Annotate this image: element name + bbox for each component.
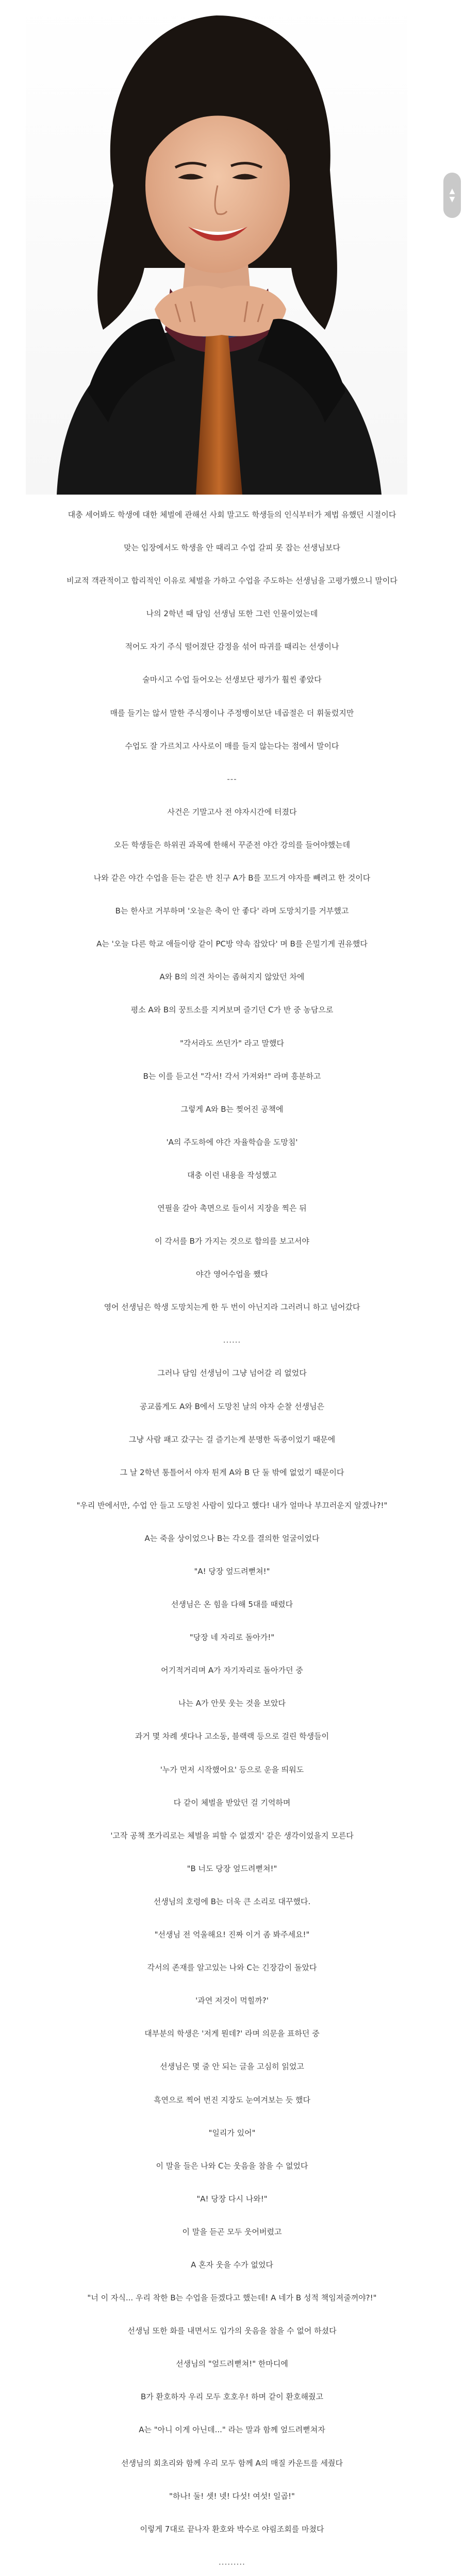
chevron-up-icon[interactable]: ▲ [449, 187, 455, 195]
story-line: B가 환호하자 우리 모두 호호우! 하며 같이 환호해줬고 [141, 2392, 323, 2402]
story-line: 영어 선생님은 학생 도망치는게 한 두 번이 아닌지라 그러려니 하고 넘어갔다 [104, 1302, 360, 1312]
story-line: A는 '오늘 다른 학교 애들이랑 같이 PC방 약속 잡았다' 며 B를 은밀기게 권유했다 [96, 939, 368, 949]
story-line: ...... [223, 1335, 241, 1345]
story-line: A와 B의 의견 차이는 좁혀지지 않았던 차에 [159, 972, 305, 982]
story-line: 매를 들기는 않서 말한 주식쟁이나 주정뱅이보단 네곱절은 더 휘둘렀지만 [110, 708, 354, 718]
story-line: 대부분의 학생은 '저게 뭔데?' 라며 의문을 표하던 중 [144, 2029, 320, 2039]
story-line: "A! 당장 엎드려뻗쳐!" [194, 1567, 270, 1576]
story-line: 공교롭게도 A와 B에서 도망친 날의 야자 순찰 선생님은 [139, 1401, 325, 1411]
portrait-illustration [26, 0, 407, 495]
story-line: 오든 학생들은 하위권 과목에 한해서 꾸준전 야간 강의를 들어야했는데 [113, 840, 351, 850]
story-line: A는 죽을 상이었으나 B는 각오를 결의한 얼굴이었다 [144, 1533, 320, 1543]
story-line: 이 말을 듣곤 모두 웃어버렸고 [182, 2227, 282, 2236]
story-line: --- [227, 774, 237, 784]
story-line: 그냥 사람 패고 갔구는 걸 즐기는게 분명한 독종이었기 때문에 [128, 1434, 336, 1444]
chevron-down-icon[interactable]: ▼ [449, 195, 455, 204]
story-line: 그렇게 A와 B는 찢어진 공책에 [180, 1104, 284, 1114]
story-line: 대충 세어봐도 학생에 대한 체벌에 관해선 사회 말고도 학생들의 인식부터가 제법 유했던 시절이다 [68, 510, 396, 519]
story-line: 그러나 담임 선생님이 그냥 넘어갈 리 없었다 [157, 1368, 307, 1378]
story-line: 나의 2학년 때 담임 선생님 또한 그런 인물이었는데 [146, 609, 318, 619]
story-line: 수업도 잘 가르치고 사사로이 매를 들지 않는다는 점에서 말이다 [125, 741, 339, 751]
story-line: 이렇게 7대로 끝나자 환호와 박수로 야림조회를 마쳤다 [140, 2524, 324, 2534]
story-line: 선생님의 "엎드려뻗쳐!" 한마디에 [176, 2359, 288, 2369]
story-line: 어기적거리며 A가 자기자리로 돌아가던 중 [161, 1666, 303, 1675]
story-line: 선생님은 온 힘을 다해 5대를 때렸다 [171, 1600, 293, 1609]
story-line: 비교적 객관적이고 합리적인 이유로 체벌을 가하고 수업을 주도하는 선생님을 고평가했으니 말이다 [67, 576, 397, 586]
story-line: B는 한사코 거부하며 '오늘은 축이 안 좋다' 라며 도망치기를 거부했고 [115, 906, 349, 916]
story-line: "일리가 있어" [208, 2128, 256, 2138]
story-line: "우리 반에서만, 수업 안 들고 도망친 사람이 있다고 했다! 내가 얼마나 부끄러운지 알겠나?!" [76, 1500, 388, 1510]
story-line: 선생님은 몇 줄 안 되는 글을 고심히 읽었고 [160, 2062, 304, 2072]
story-line: 그 날 2학년 통틀어서 야자 튄게 A와 B 단 둘 밖에 없었기 때문이다 [120, 1467, 344, 1477]
story-line: 선생님의 회초리와 함께 우리 모두 함께 A의 매질 카운트를 세줬다 [121, 2458, 343, 2468]
story-line: "하나! 둘! 셋! 넷! 다섯! 여섯! 일곱!" [169, 2491, 295, 2501]
story-line: "각서라도 쓰던가" 라고 말했다 [180, 1038, 284, 1048]
portrait-photo [26, 0, 407, 495]
story-line: "선생님 전 억울해요! 진짜 이거 좀 봐주세요!" [154, 1930, 310, 1940]
story-line: 이 말을 들은 나와 C는 웃음을 참을 수 없었다 [156, 2161, 308, 2171]
story-line: 술마시고 수업 들어오는 선생보단 평가가 훨씬 좋았다 [142, 675, 322, 685]
story-line: '고작 공책 쪼가리로는 체벌을 피할 수 없겠지' 같은 생각이었을지 모른다 [110, 1831, 354, 1840]
story-line: 과거 몇 차례 셋다나 고소동, 블랙랙 등으로 걸린 학생들이 [135, 1732, 329, 1741]
story-line: A 혼자 웃을 수가 없었다 [191, 2260, 273, 2269]
story-line: 사건은 기말고사 전 야자시간에 터졌다 [167, 807, 297, 817]
story-line: 'A의 주도하에 야간 자율학습을 도망침' [166, 1137, 298, 1147]
story-line: "너 이 자식... 우리 착한 B는 수업을 듣겠다고 했는데! A 네가 B 성적 책임져줄꺼야?!" [87, 2293, 377, 2303]
story-line: 야간 영어수업을 쨌다 [196, 1269, 268, 1279]
story-line: A는 "아니 이게 아닌데..." 라는 말과 함께 엎드려뻗쳐자 [139, 2425, 325, 2435]
story-line: 각서의 존재를 알고있는 나와 C는 긴장감이 돌았다 [147, 1963, 317, 1973]
story-line: "당장 네 자리로 돌아가!" [189, 1633, 275, 1642]
story-line: "A! 당장 다시 나와!" [196, 2194, 268, 2204]
scroll-handle[interactable] [443, 173, 461, 218]
story-line: 흑연으로 찍어 번진 지장도 눈여겨보는 듯 했다 [154, 2095, 310, 2105]
story-line: "B 너도 당장 엎드려뻗쳐!" [187, 1863, 277, 1873]
story-line: 나는 A가 안뭇 웃는 것을 보았다 [178, 1699, 286, 1708]
story-line: 대충 이런 내용을 작성했고 [187, 1170, 277, 1180]
story-line: 선생님 또한 화를 내면서도 입가의 웃음을 참을 수 없어 하셨다 [127, 2326, 337, 2336]
story-line: 평소 A와 B의 꿍트소를 지켜보며 즐기던 C가 반 중 농담으로 [130, 1005, 334, 1015]
story-line: '누가 먼저 시작했어요' 등으로 운을 띄워도 [160, 1765, 304, 1774]
story-line: 맞는 입장에서도 학생을 안 때리고 수업 갈피 못 잡는 선생님보다 [124, 543, 340, 553]
story-line: 이 각서를 B가 가지는 것으로 합의를 보고서야 [155, 1236, 309, 1246]
story-line: 적어도 자기 주식 떨어졌단 감정을 섞어 따귀를 때리는 선생이나 [125, 642, 339, 652]
story-text [0, 510, 464, 2576]
story-line: '과연 저것이 먹힐까?' [195, 1996, 269, 2006]
story-line: 나와 같은 야간 수업을 듣는 같은 반 친구 A가 B를 꼬드겨 야자를 빼려고 한 것이다 [93, 873, 371, 883]
story-line: ......... [219, 2557, 245, 2567]
story-line: 선생님의 호령에 B는 더욱 큰 소리로 대꾸했다. [153, 1896, 311, 1906]
story-line: 다 같이 체벌을 받았던 걸 기억하며 [173, 1798, 291, 1807]
story-line: B는 이를 듣고선 "각서! 각서 가져와!" 라며 흥분하고 [143, 1071, 321, 1081]
story-line: 연필을 갈아 촉면으로 들이서 지장을 찍은 뒤 [157, 1203, 307, 1213]
